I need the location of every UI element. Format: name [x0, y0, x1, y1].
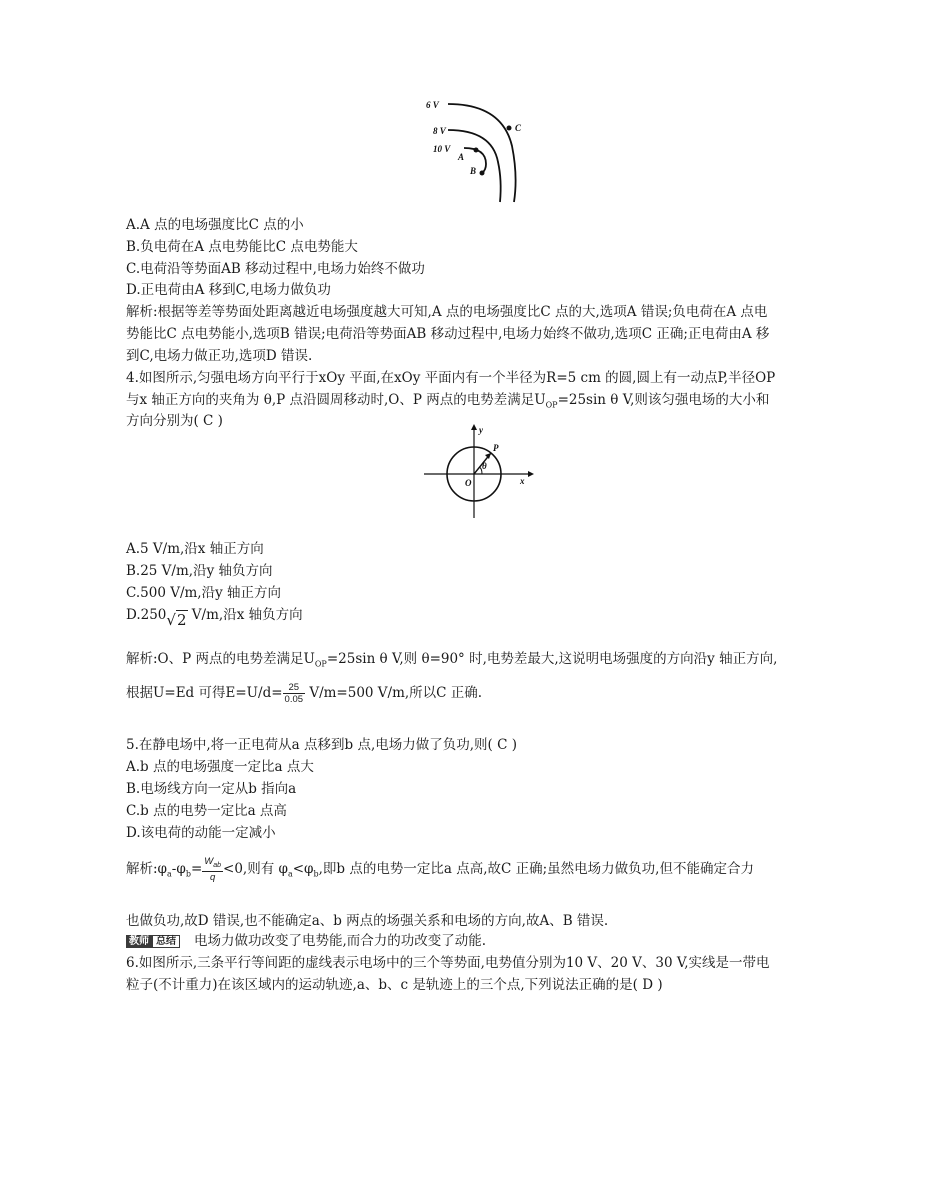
point-c — [507, 126, 512, 131]
q5-stem: 5.在静电场中,将一正电荷从a 点移到b 点,电场力做了负功,则( C ) — [126, 737, 517, 753]
label-x: x — [520, 476, 525, 486]
q3-option-b: B.负电荷在A 点电势能比C 点电势能大 — [126, 239, 358, 255]
teacher-summary-badge: 教师 总结 — [126, 933, 180, 951]
q5-option-a: A.b 点的电场强度一定比a 点大 — [126, 759, 314, 775]
q3-analysis-line3: 到C,电场力做正功,选项D 错误. — [126, 348, 313, 364]
q4-analysis-line1: 解析:O、P 两点的电势差满足$U_{OP}=25\sin$ θ V,则 θ=90° 时,电势差最大,这说明电场强度的方向沿y 轴正方向, — [126, 651, 778, 669]
q4-stem-line2: 与x 轴正方向的夹角为 θ,P 点沿圆周移动时,O、P 两点的电势差满足$U_{OP}=25\sin$ θ V,则该匀强电场的大小和 — [126, 392, 770, 410]
label-b: B — [470, 166, 477, 176]
label-10v: 10 V — [433, 144, 451, 154]
fraction: $\frac{25}{0.05}$ — [284, 682, 304, 705]
q3-analysis-line2: 势能比C 点电势能小,选项B 错误;电荷沿等势面AB 移动过程中,电场力始终不做功,选项C 正确;正电荷由A 移 — [126, 326, 770, 342]
sqrt-symbol: √2 — [166, 611, 187, 629]
q4-option-b: B.25 V/m,沿y 轴负方向 — [126, 563, 273, 579]
q3-option-c: C.电荷沿等势面AB 移动过程中,电场力始终不做功 — [126, 261, 425, 277]
y-axis-arrow — [471, 424, 477, 430]
q4-option-a: A.5 V/m,沿x 轴正方向 — [126, 541, 264, 557]
radius-arrow — [485, 453, 491, 459]
label-a: A — [458, 152, 465, 162]
point-b — [480, 171, 485, 176]
q5-option-b: B.电场线方向一定从b 指向a — [126, 781, 297, 797]
q4-analysis-line2: 根据U=Ed 可得E=U/d= $\frac{25}{0.05}$ V/m=500 V/m,所以C 正确. — [126, 682, 483, 705]
q4-stem-line1: 4.如图所示,匀强电场方向平行于xOy 平面,在xOy 平面内有一个半径为R=5 cm 的圆,圆上有一动点P,半径OP — [126, 370, 776, 386]
q5-option-d: D.该电荷的动能一定减小 — [126, 825, 276, 841]
label-theta: θ — [482, 461, 487, 471]
q3-option-a: A.A 点的电场强度比C 点的小 — [126, 217, 304, 233]
q6-stem-line1: 6.如图所示,三条平行等间距的虚线表示电场中的三个等势面,电势值分别为10 V、20 V、30 V,实线是一带电 — [126, 955, 770, 971]
q6-stem-line2: 粒子(不计重力)在该区域内的运动轨迹,a、b、c 是轨迹上的三个点,下列说法正确的是( D ) — [126, 977, 663, 993]
q4-option-d: D.250√2 V/m,沿x 轴负方向 — [126, 607, 303, 629]
label-o: O — [465, 478, 472, 488]
q4-stem-line3: 方向分别为( C ) — [126, 413, 223, 429]
label-c: C — [515, 123, 522, 133]
q5-teacher-summary: 教师 总结 电场力做功改变了电势能,而合力的功改变了动能. — [126, 932, 486, 951]
label-y: y — [479, 425, 483, 435]
q3-option-d: D.正电荷由A 移到C,电场力做负功 — [126, 282, 331, 298]
q4-option-c: C.500 V/m,沿y 轴正方向 — [126, 585, 282, 601]
circle-axes-figure — [424, 424, 534, 520]
label-6v: 6 V — [426, 100, 439, 110]
q3-analysis-line1: 解析:根据等差等势面处距离越近电场强度越大可知,A 点的电场强度比C 点的大,选项A 错误;负电荷在A 点电 — [126, 304, 768, 320]
label-8v: 8 V — [433, 126, 446, 136]
fraction-w-over-q: $\frac{W_{ab}}{q}$ — [204, 856, 222, 883]
label-p: P — [493, 443, 499, 453]
point-a — [474, 148, 479, 153]
x-axis-arrow — [528, 471, 534, 477]
q5-option-c: C.b 点的电势一定比a 点高 — [126, 803, 287, 819]
equipotential-figure — [420, 96, 540, 204]
q5-analysis-line2: 也做负功,故D 错误,也不能确定a、b 两点的场强关系和电场的方向,故A、B 错误. — [126, 913, 609, 929]
q5-analysis-line1: 解析$:\varphi_a-\varphi_b=$ $\frac{W_{ab}}{q}$ <0,则有 $\varphi_a<\varphi_b$,即b 点的电势一定比a 点高,故C 正确;虽然电场力做负功,但不能确定合力 — [126, 856, 754, 883]
